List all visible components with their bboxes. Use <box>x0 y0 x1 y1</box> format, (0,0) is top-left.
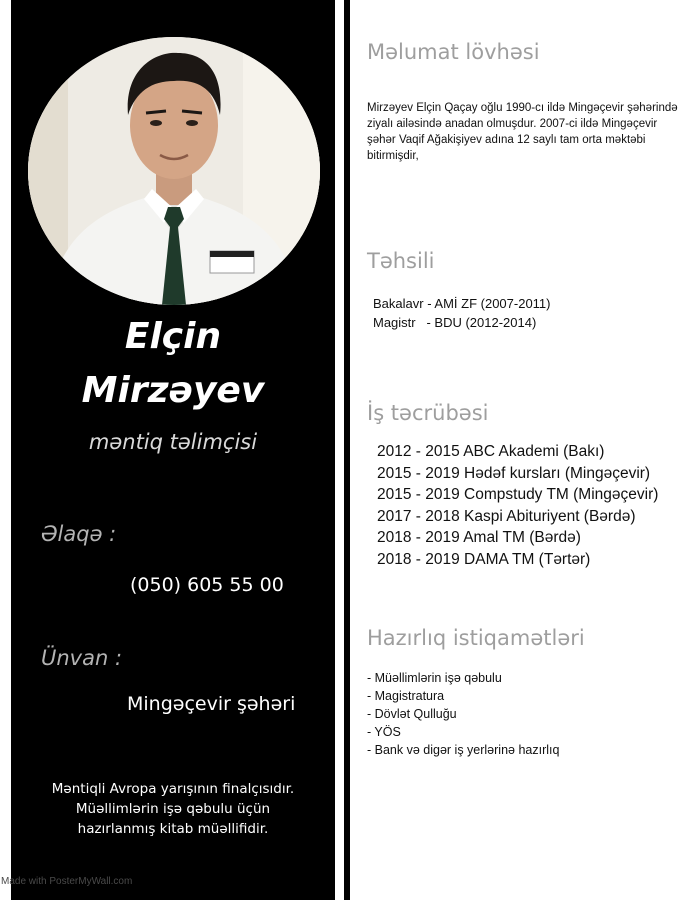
education-item: Bakalavr - AMİ ZF (2007-2011) <box>373 296 551 311</box>
education-list <box>373 294 551 332</box>
experience-item: 2018 - 2019 Amal TM (Bərdə) <box>377 529 581 546</box>
experience-item: 2015 - 2019 Compstudy TM (Mingəçevir) <box>377 486 659 503</box>
bio-text <box>21 779 325 839</box>
experience-item: 2017 - 2018 Kaspi Abituriyent (Bərdə) <box>377 507 636 525</box>
about-text: Mirzəyev Elçin Qaçay oğlu 1990-cı ildə Mingəçevir şəhərində ziyalı ailəsində anadan olmuşdur. 2007-ci ildə Mingəçevir şəhər Vaqif Ağakişiyev adına 12 saylı tam orta məktəbi bitirmişdir, <box>367 102 678 162</box>
experience-item: 2018 - 2019 DAMA TM (Tərtər) <box>377 550 591 568</box>
left-panel <box>11 0 335 900</box>
divider-bar <box>344 0 350 900</box>
address-value: Mingəçevir şəhəri <box>127 693 296 715</box>
last-name: Mirzəyev <box>81 370 265 411</box>
preparation-item: - Magistratura <box>367 689 445 703</box>
preparation-heading: Hazırlıq istiqamətləri <box>367 626 585 650</box>
experience-list <box>377 441 658 570</box>
experience-item: 2015 - 2019 Hədəf kursları (Mingəçevir) <box>377 464 651 482</box>
phone-number: (050) 605 55 00 <box>130 574 284 596</box>
preparation-list <box>367 669 559 759</box>
preparation-item: - YÖS <box>367 725 401 739</box>
education-item: Magistr - BDU (2012-2014) <box>373 315 537 330</box>
bio-line: hazırlanmış kitab müəllifidir. <box>77 821 269 837</box>
bio-line: Məntiqli Avropa yarışının finalçısıdır. <box>51 781 295 797</box>
about-heading: Məlumat lövhəsi <box>367 40 540 64</box>
portrait-illustration <box>28 37 320 305</box>
watermark: Made with PosterMyWall.com <box>1 876 133 887</box>
bio-line: Müəllimlərin işə qəbulu üçün <box>75 801 271 817</box>
job-title: məntiq təlimçisi <box>88 430 258 454</box>
first-name: Elçin <box>124 316 222 357</box>
profile-photo <box>28 37 320 305</box>
education-heading: Təhsili <box>367 249 435 273</box>
preparation-item: - Müəllimlərin işə qəbulu <box>367 671 502 685</box>
preparation-item: - Dövlət Qulluğu <box>367 707 457 721</box>
preparation-item: - Bank və digər iş yerlərinə hazırlıq <box>367 743 560 757</box>
experience-heading: İş təcrübəsi <box>367 401 489 425</box>
experience-item: 2012 - 2015 ABC Akademi (Bakı) <box>377 443 605 460</box>
contact-label: Əlaqə : <box>41 522 117 546</box>
address-label: Ünvan : <box>41 646 123 670</box>
